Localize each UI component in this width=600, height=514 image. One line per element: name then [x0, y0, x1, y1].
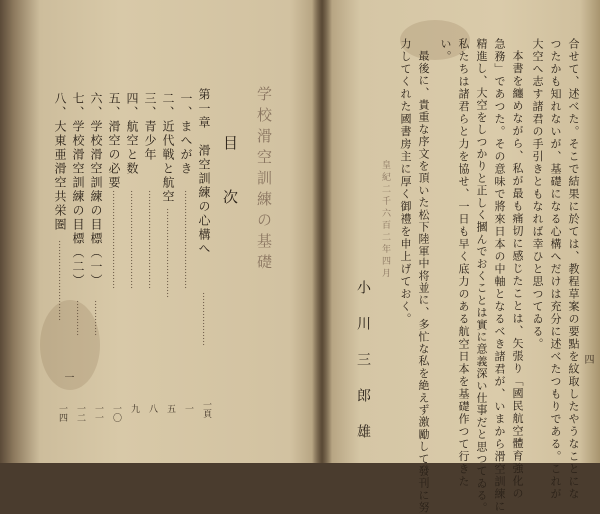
toc-entry: 第一章 滑空訓練の心構へ: [197, 88, 211, 256]
toc-leader: ……………………………: [110, 190, 120, 289]
toc-leader: ………………: [200, 292, 210, 346]
text-line: 力してくれた國書房主に厚く御禮を申上げておく。: [399, 38, 412, 326]
toc-heading: 目 次: [221, 135, 239, 216]
text-line: 合せて、述べた。そこで結果に於ては、教程草案の要點を紋取したやうなことにな: [567, 38, 580, 501]
toc-entry: 五、滑空の必要: [107, 92, 121, 190]
running-title: 学校滑空訓練の基礎: [255, 86, 273, 275]
text-line: 大空へ志す諸君の手引きともなれば幸ひと思つてゐる。: [531, 38, 544, 351]
toc-page-number: 五: [165, 404, 175, 413]
toc-leader: …………: [74, 300, 84, 336]
text-line: つたかも知れないが、基礎になる心構へだけは充分に述べたつもりである。これが: [549, 38, 562, 501]
text-line: い。: [439, 38, 452, 63]
page-folio: 一: [62, 372, 73, 382]
toc-entry: 一、まへがき: [179, 92, 193, 176]
toc-page-number: 一〇: [111, 404, 121, 422]
toc-entry: 二、近代戦と航空: [161, 92, 175, 204]
toc-entry: 八、大東亜滑空共栄圏: [53, 92, 67, 232]
page-folio: 四: [582, 354, 593, 364]
toc-leader: …………: [92, 300, 102, 336]
toc-leader: ………………………: [56, 240, 66, 321]
toc-page-number: 八: [147, 404, 157, 413]
toc-leader: ……………………………: [182, 190, 192, 289]
toc-leader: …………………………: [164, 208, 174, 298]
text-line: 精進し、大空をしつかりと正しく摑んでおくことは實に意義深い仕事だと思つてゐる。: [475, 38, 488, 514]
toc-page-number: 一二: [75, 404, 85, 422]
toc-leader: ……………………………: [146, 190, 156, 289]
left-page: [0, 0, 318, 463]
toc-entry: 六、学校滑空訓練の目標（一）: [89, 92, 103, 288]
text-line: 急務」であつた。その意味で將來日本の中軸となるべき諸君が、いまから滑空訓練に: [493, 38, 506, 513]
toc-entry: 四、航空と数: [125, 92, 139, 176]
text-line: 最後に、貴重な序文を頂いた松下陸軍中将並に、多忙な私を絶えず激勵して發刊に努: [417, 50, 430, 514]
text-line: 本書を纏めながら、私が最も痛切に感じたことは、矢張り「國民航空體育強化の: [511, 50, 524, 500]
preface-date: 皇紀二千六百二年四月: [380, 160, 390, 280]
toc-entry: 三、青少年: [143, 92, 157, 162]
toc-page-number: 九: [129, 404, 139, 413]
right-page: [322, 0, 600, 514]
text-line: 私たちは諸君らと力を協せ、一日も早く底力のある航空日本を基礎作つて行きた: [457, 38, 470, 488]
toc-page-number: 一: [183, 404, 193, 413]
author-name: 小 川 三 郎 雄: [355, 280, 371, 442]
toc-page-number: 一四: [57, 404, 67, 422]
toc-leader: ……………………………: [128, 190, 138, 289]
toc-page-number: 一一: [93, 404, 103, 422]
toc-page-number: 一頁: [201, 400, 211, 418]
toc-entry: 七、学校滑空訓練の目標（二）: [71, 92, 85, 288]
